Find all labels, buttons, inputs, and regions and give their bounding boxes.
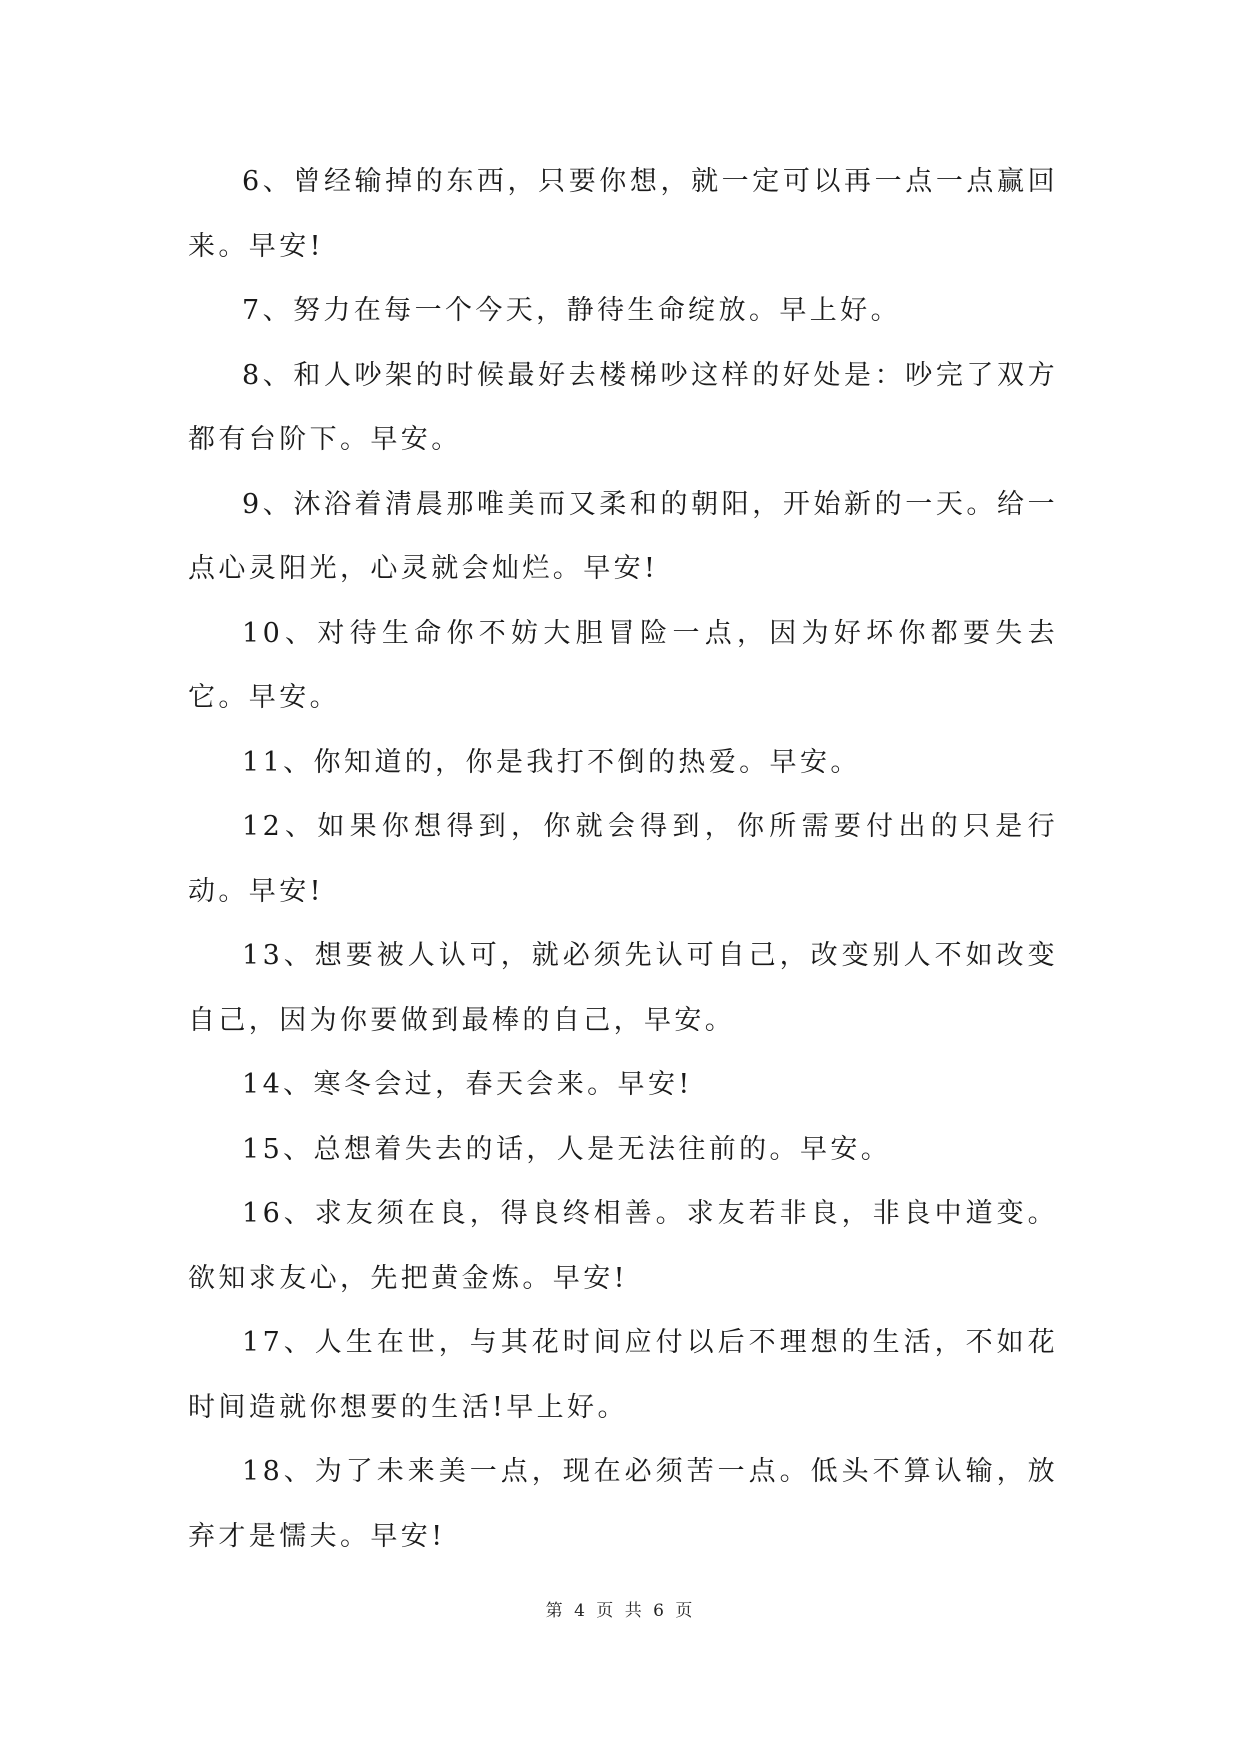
paragraph-13: 13、想要被人认可，就必须先认可自己，改变别人不如改变自己，因为你要做到最棒的自己，早安。 (188, 940, 1058, 1036)
paragraph-12: 12、如果你想得到，你就会得到，你所需要付出的只是行动。早安! (188, 811, 1058, 907)
document-body (188, 150, 1058, 1569)
paragraph-7: 7、努力在每一个今天，静待生命绽放。早上好。 (242, 295, 901, 326)
footer-prefix: 第 (545, 1601, 566, 1621)
paragraph-16: 16、求友须在良，得良终相善。求友若非良，非良中道变。欲知求友心，先把黄金炼。早安! (188, 1198, 1058, 1294)
paragraph-17: 17、人生在世，与其花时间应付以后不理想的生活，不如花时间造就你想要的生活!早上好。 (188, 1327, 1058, 1423)
paragraph-6: 6、曾经输掉的东西，只要你想，就一定可以再一点一点赢回来。早安! (188, 166, 1058, 262)
paragraph-18: 18、为了未来美一点，现在必须苦一点。低头不算认输，放弃才是懦夫。早安! (188, 1456, 1058, 1552)
paragraph-14: 14、寒冬会过，春天会来。早安! (242, 1069, 693, 1100)
paragraph-9: 9、沐浴着清晨那唯美而又柔和的朝阳，开始新的一天。给一点心灵阳光，心灵就会灿烂。早安! (188, 488, 1058, 584)
footer-current-page: 4 (574, 1601, 588, 1621)
paragraph-15: 15、总想着失去的话，人是无法往前的。早安。 (242, 1133, 892, 1165)
paragraph-11: 11、你知道的，你是我打不倒的热爱。早安。 (242, 746, 861, 778)
footer-suffix: 页 (675, 1601, 696, 1621)
footer-middle: 页 共 (596, 1601, 645, 1621)
paragraph-8: 8、和人吵架的时候最好去楼梯吵这样的好处是：吵完了双方都有台阶下。早安。 (188, 359, 1058, 455)
page-footer (0, 1596, 1241, 1621)
footer-total-pages: 6 (653, 1601, 667, 1621)
paragraph-10: 10、对待生命你不妨大胆冒险一点，因为好坏你都要失去它。早安。 (188, 617, 1058, 713)
